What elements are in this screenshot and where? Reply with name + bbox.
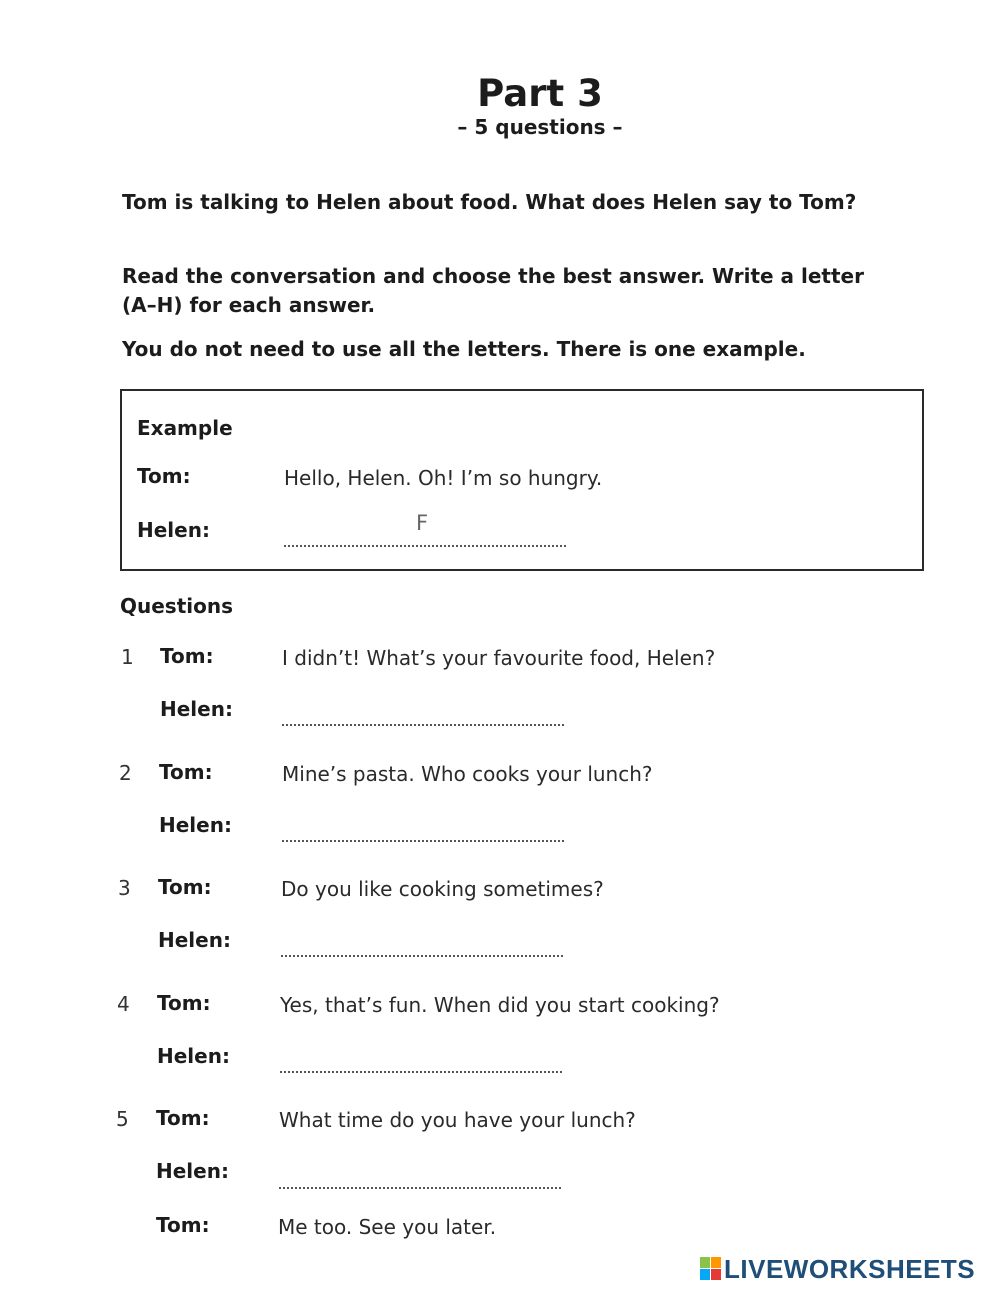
example-answer: F [416,511,429,535]
question-speaker-tom: Tom: [157,991,211,1015]
answer-line-5 [279,1187,561,1189]
page-title: Part 3 [477,72,603,115]
question-number: 1 [121,645,134,669]
closing-line: Me too. See you later. [278,1215,497,1239]
question-line: Yes, that’s fun. When did you start cooking? [280,993,720,1017]
example-answer-line [284,545,566,547]
instruction-2: Read the conversation and choose the best answer. Write a letter (A–H) for each answer. [122,264,864,317]
question-speaker-helen: Helen: [159,813,232,837]
instruction-3: You do not need to use all the letters. There is one example. [122,337,806,361]
question-number: 4 [117,992,130,1016]
answer-line-2 [282,840,564,842]
answer-input-3[interactable] [281,926,567,958]
answer-input-2[interactable] [282,811,568,843]
liveworksheets-blocks-icon [700,1257,722,1288]
closing-speaker-tom: Tom: [156,1213,210,1237]
question-speaker-helen: Helen: [156,1159,229,1183]
answer-input-5[interactable] [279,1157,565,1189]
example-speaker-tom: Tom: [137,464,191,488]
page-subtitle: – 5 questions – [457,115,623,139]
question-line: Do you like cooking sometimes? [281,877,604,901]
question-speaker-helen: Helen: [157,1044,230,1068]
example-heading: Example [137,416,233,440]
question-speaker-helen: Helen: [158,928,231,952]
question-line: Mine’s pasta. Who cooks your lunch? [282,762,653,786]
answer-input-4[interactable] [280,1042,566,1074]
question-number: 2 [119,761,132,785]
question-speaker-tom: Tom: [156,1106,210,1130]
question-line: I didn’t! What’s your favourite food, Helen? [282,646,716,670]
example-line: Hello, Helen. Oh! I’m so hungry. [284,466,603,490]
answer-line-4 [280,1071,562,1073]
question-speaker-helen: Helen: [160,697,233,721]
answer-line-3 [281,955,563,957]
liveworksheets-logo [700,1254,975,1288]
answer-input-1[interactable] [282,695,568,727]
questions-heading: Questions [120,594,234,618]
question-number: 5 [116,1107,129,1131]
question-line: What time do you have your lunch? [279,1108,636,1132]
logo-text: LIVEWORKSHEETS [724,1254,976,1284]
instruction-1: Tom is talking to Helen about food. What does Helen say to Tom? [122,190,857,214]
answer-line-1 [282,724,564,726]
question-speaker-tom: Tom: [160,644,214,668]
question-speaker-tom: Tom: [159,760,213,784]
example-speaker-helen: Helen: [137,518,210,542]
question-number: 3 [118,876,131,900]
question-speaker-tom: Tom: [158,875,212,899]
